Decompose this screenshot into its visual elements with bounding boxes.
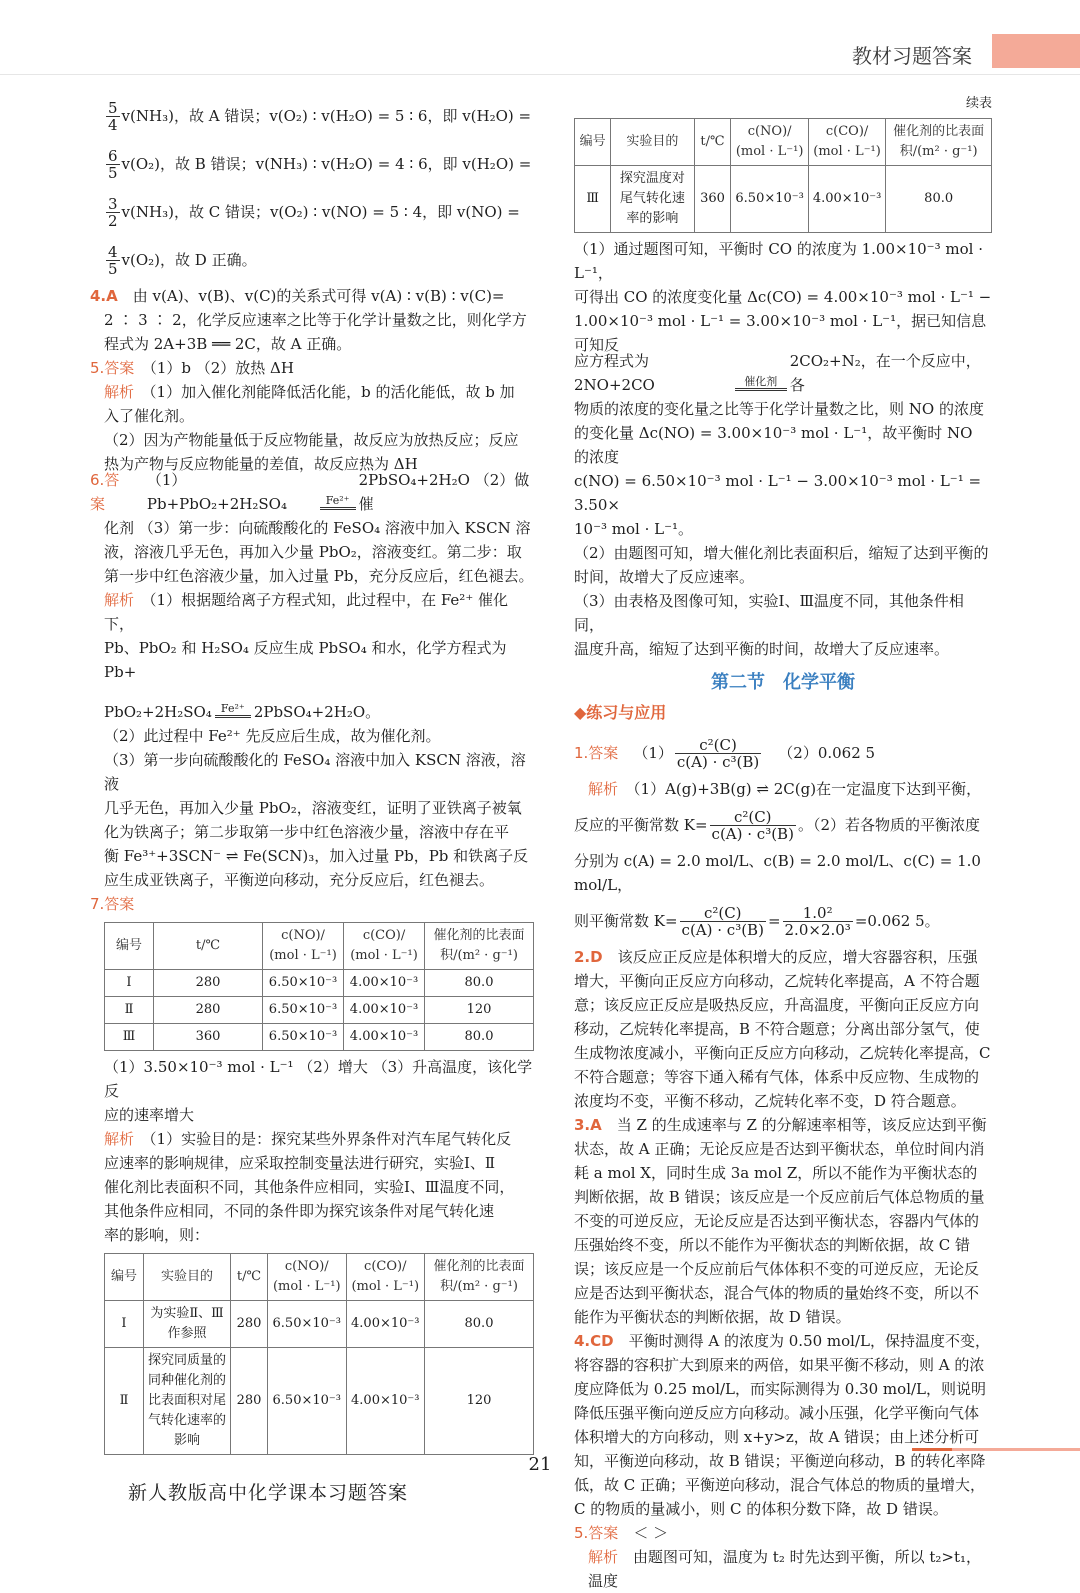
explain-label: 解析 xyxy=(588,780,619,798)
table-cell: 80.0 xyxy=(886,166,992,233)
table-header: c(CO)/ (mol · L⁻¹) xyxy=(346,1254,424,1301)
table-cell: 80.0 xyxy=(425,1301,534,1348)
q5-explain: 解析 （1）加入催化剂能降低活化能，b 的活化能低，故 b 加 xyxy=(104,383,515,401)
table-header-row xyxy=(575,119,992,166)
text-line: 衡 Fe³⁺+3SCN⁻ ⇌ Fe(SCN)₃，加入过量 Pb，Pb 和铁离子反 xyxy=(104,847,529,865)
table-header: 催化剂的比表面积/(m² · g⁻¹) xyxy=(425,923,534,970)
q3-number: 3.A xyxy=(574,1116,602,1134)
table-header: 实验目的 xyxy=(611,119,694,166)
text-line: 时间，故增大了反应速率。 xyxy=(574,568,755,586)
q5-answer: 5.答案 ＜ ＞ xyxy=(574,1524,669,1542)
q6-explain: 解析 （1）根据题给离子方程式知，此过程中，在 Fe²⁺ 催化下， xyxy=(104,591,509,633)
table-cell: Ⅰ xyxy=(105,1301,144,1348)
q4-answer: 4.CD 平衡时测得 A 的浓度为 0.50 mol/L，保持温度不变，将容器的容积扩大到原来的两倍，如果平衡不移动，则 A 的浓度应降低为 0.25 mol/L，而实际测得为 0.30 mol/L，则说明降低压强平衡向逆反应方向移动。减小压强，化学平衡向气体体积增大的方向移动，则 x+y>z，故 A 错误；由上述分析可知，平衡逆向移动，故 B 错误；平衡逆向移动，B 的转化率降低，故 C 正确；平衡逆向移动，混合气体总的物质的量增大，C 的物质的量减小，则 C 的体积分数下降，故 D 错误。 xyxy=(574,1332,990,1518)
text-line: $\frac{6}{5}$ v(O₂)，故 B 错误；v(NH₃) ∶ v(H₂O) = 4 ∶ 6，即 v(H₂O) = xyxy=(108,146,532,182)
text-line: （3）第一步向硫酸酸化的 FeSO₄ 溶液中加入 KSCN 溶液，溶液 xyxy=(104,751,526,793)
table-cell: 探究温度对尾气转化速率的影响 xyxy=(611,166,694,233)
table-header: 编号 xyxy=(105,1254,144,1301)
left-column xyxy=(90,92,534,1459)
q4-number: 4.A xyxy=(90,287,118,305)
table-row xyxy=(105,970,534,997)
q2-number: 2.D xyxy=(574,948,603,966)
q5-number: 5.答案 xyxy=(574,1524,619,1542)
fraction: $\frac{6}{5}$ xyxy=(108,146,118,182)
fraction: $\frac{\text{1.0²}}{\text{2.0×2.0³}}$ xyxy=(784,903,851,939)
table-header: c(NO)/ (mol · L⁻¹) xyxy=(731,119,808,166)
fraction: $\frac{\text{c²(C)}}{\text{c(A) · c³(B)}}$ xyxy=(711,807,794,843)
text-line: 热为产物与反应物能量的差值，故反应热为 ΔH xyxy=(104,455,418,473)
fraction: $\frac{\text{c²(C)}}{\text{c(A) · c³(B)}}$ xyxy=(681,903,764,939)
reaction-arrow: Fe²⁺ xyxy=(215,703,251,724)
fraction: $\frac{3}{2}$ xyxy=(108,194,118,230)
header-accent-tab xyxy=(992,34,1080,68)
table-cell: Ⅱ xyxy=(105,1348,144,1455)
section-title: 第二节 化学平衡 xyxy=(711,672,855,693)
experiment-table-3 xyxy=(574,118,992,233)
page-number: 21 xyxy=(528,1454,552,1475)
table-cell: 为实验Ⅱ、Ⅲ作参照 xyxy=(144,1301,231,1348)
text-line: $\frac{3}{2}$ v(NH₃)，故 C 错误；v(O₂) ∶ v(NO) = 5 ∶ 4，即 v(NO) = xyxy=(108,194,520,230)
text-line: 的变化量 Δc(NO) = 3.00×10⁻³ mol · L⁻¹，故平衡时 NO 的浓度 xyxy=(574,424,973,466)
table-cell: 4.00×10⁻³ xyxy=(346,1301,424,1348)
text-line: 2 ∶ 3 ∶ 2，化学反应速率之比等于化学计量数之比，则化学方 xyxy=(104,311,527,329)
reaction-arrow: Fe²⁺ xyxy=(320,495,356,516)
table-cell: 80.0 xyxy=(425,1024,534,1051)
header-title: 教材习题答案 xyxy=(852,44,972,68)
footer-accent xyxy=(952,1448,1080,1451)
q3-answer: 3.A 当 Z 的生成速率与 Z 的分解速率相等，该反应达到平衡状态，故 A 正确；无论反应是否达到平衡状态，单位时间内消耗 a mol X，同时生成 3a mol Z，所以不能作为平衡状态的判断依据，故 B 错误；该反应是一个反应前后气体总物质的量不变的可逆反应，无论反应是否达到平衡状态，容器内气体的压强始终不变，所以不能作为平衡状态的判断依据，故 C 错误；该反应是一个反应前后气体体积不变的可逆反应，无论反应是否达到平衡状态，混合气体的物质的量始终不变，所以不能作为平衡状态的判断依据，故 D 错误。 xyxy=(574,1116,987,1326)
table-cell: 4.00×10⁻³ xyxy=(808,166,885,233)
text-line: 反应的平衡常数 K= $\frac{\text{c²(C)}}{\text{c(A) · c³(B)}}$ 。（2）若各物质的平衡浓度 xyxy=(574,807,980,843)
text-line: （2）此过程中 Fe²⁺ 先反应后生成，故为催化剂。 xyxy=(104,727,441,745)
table-cell: Ⅰ xyxy=(105,970,154,997)
table-cell: Ⅲ xyxy=(105,1024,154,1051)
page-header xyxy=(0,30,1080,76)
text-line: Pb、PbO₂ 和 H₂SO₄ 反应生成 PbSO₄ 和水，化学方程式为 Pb+ xyxy=(104,639,507,681)
subsection-title: ◆练习与应用 xyxy=(574,703,667,722)
header-rule xyxy=(0,74,1080,75)
table-row xyxy=(105,1348,534,1455)
text-line: 10⁻³ mol · L⁻¹。 xyxy=(574,520,694,538)
q1-explain: 解析 （1）A(g)+3B(g) ⇌ 2C(g)在一定温度下达到平衡， xyxy=(588,780,982,798)
q7-answer xyxy=(90,892,534,916)
text-line: 程式为 2A+3B ══ 2C，故 A 正确。 xyxy=(104,335,352,353)
text-line: 催化剂比表面积不同，其他条件应相同，实验Ⅰ、Ⅲ温度不同， xyxy=(104,1178,515,1196)
explain-label: 解析 xyxy=(588,1548,619,1566)
text-line: $\frac{4}{5}$ v(O₂)，故 D 正确。 xyxy=(108,242,257,278)
explain-label: 解析 xyxy=(104,1130,135,1148)
text-line: （1）通过题图可知，平衡时 CO 的浓度为 1.00×10⁻³ mol · L⁻¹， xyxy=(574,240,983,282)
text-line: （2）由题图可知，增大催化剂比表面积后，缩短了达到平衡的 xyxy=(574,544,989,562)
text-line: 可得出 CO 的浓度变化量 Δc(CO) = 4.00×10⁻³ mol · L⁻¹ − xyxy=(574,288,992,306)
q1-answer: 1.答案 （1） $\frac{\text{c²(C)}}{\text{c(A) · c³(B)}}$ （2）0.062 5 xyxy=(574,735,876,771)
table-header-row xyxy=(105,1254,534,1301)
text-line: 液，溶液几乎无色，再加入少量 PbO₂，溶液变红。第二步：取 xyxy=(104,543,522,561)
text-line: 应的速率增大 xyxy=(104,1106,195,1124)
table-header: t/℃ xyxy=(154,923,263,970)
q2-answer: 2.D 该反应正反应是体积增大的反应，增大容器容积，压强增大，平衡向正反应方向移动，乙烷转化率提高，A 不符合题意；该反应正反应是吸热反应，升高温度，平衡向正反应方向移动，乙烷转化率提高，B 不符合题意；分离出部分氢气，使生成物浓度减小，平衡向正反应方向移动，乙烷转化率提高，C 不符合题意；等容下通入稀有气体，体系中反应物、生成物的浓度均不变，平衡不移动，乙烷转化率不变，D 符合题意。 xyxy=(574,948,991,1110)
table-cell: 4.00×10⁻³ xyxy=(344,1024,425,1051)
q7-number: 7.答案 xyxy=(90,895,135,913)
book-title: 新人教版高中化学课本习题答案 xyxy=(128,1482,409,1504)
text-line: 化为铁离子；第二步取第一步中红色溶液少量，溶液中存在平 xyxy=(104,823,510,841)
text-line: $\frac{5}{4}$ v(NH₃)，故 A 错误；v(O₂) ∶ v(H₂O) = 5 ∶ 6，即 v(H₂O) = xyxy=(108,98,532,134)
q5-answer: 5.答案 （1）b （2）放热 ΔH xyxy=(90,359,294,377)
equation-line: PbO₂+2H₂SO₄ Fe²⁺ 2PbSO₄+2H₂O。 xyxy=(104,684,534,724)
table-cell: 360 xyxy=(154,1024,263,1051)
text-line: 化剂 （3）第一步：向硫酸酸化的 FeSO₄ 溶液中加入 KSCN 溶 xyxy=(104,519,531,537)
equation-line: 应方程式为 2NO+2CO 催化剂 2CO₂+N₂，在一个反应中，各 xyxy=(574,357,992,397)
table-row xyxy=(105,997,534,1024)
table-header: c(CO)/ (mol · L⁻¹) xyxy=(808,119,885,166)
explain-label: 解析 xyxy=(104,591,135,609)
q6-number: 6.答案 xyxy=(90,471,120,513)
q7-explain: 解析 （1）实验目的是：探究某些外界条件对汽车尾气转化反 xyxy=(104,1130,512,1148)
table-row xyxy=(105,1024,534,1051)
q4-number: 4.CD xyxy=(574,1332,614,1350)
text-line: 则平衡常数 K= $\frac{\text{c²(C)}}{\text{c(A) · c³(B)}}$ = $\frac{\text{1.0²}}{\text{2.0×2.0³}}$ =0.062 5。 xyxy=(574,903,940,939)
table-cell: 6.50×10⁻³ xyxy=(268,1348,347,1455)
table-cell: 280 xyxy=(154,970,263,997)
table-header: t/℃ xyxy=(231,1254,268,1301)
q4-line: 4.A 由 v(A)、v(B)、v(C)的关系式可得 v(A) ∶ v(B) ∶ v(C)= xyxy=(90,287,505,305)
table-header: 编号 xyxy=(105,923,154,970)
table-row xyxy=(105,1301,534,1348)
q1-number: 1.答案 xyxy=(574,744,619,762)
text-line: 应速率的影响规律，应采取控制变量法进行研究，实验Ⅰ、Ⅱ xyxy=(104,1154,496,1172)
experiment-table-2 xyxy=(104,1253,534,1455)
table-header: c(NO)/ (mol · L⁻¹) xyxy=(268,1254,347,1301)
text-line: （3）由表格及图像可知，实验Ⅰ、Ⅲ温度不同，其他条件相同， xyxy=(574,592,964,634)
text-line: 其他条件应相同，不同的条件即为探究该条件对尾气转化速 xyxy=(104,1202,495,1220)
table-header-row xyxy=(105,923,534,970)
table-cell: 探究同质量的同种催化剂的比表面积对尾气转化速率的影响 xyxy=(144,1348,231,1455)
table-cell: 4.00×10⁻³ xyxy=(344,997,425,1024)
table-cell: 120 xyxy=(425,1348,534,1455)
text-line: 几乎无色，再加入少量 PbO₂，溶液变红，证明了亚铁离子被氧 xyxy=(104,799,522,817)
text-line: 分别为 c(A) = 2.0 mol/L、c(B) = 2.0 mol/L、c(C) = 1.0 mol/L， xyxy=(574,852,981,894)
table-cell: 6.50×10⁻³ xyxy=(263,1024,344,1051)
text-line: 温度升高，缩短了达到平衡的时间，故增大了反应速率。 xyxy=(574,640,950,658)
table-header: t/℃ xyxy=(694,119,731,166)
footer-accent xyxy=(912,1448,952,1451)
table-header: 实验目的 xyxy=(144,1254,231,1301)
table-cell: Ⅲ xyxy=(575,166,611,233)
explain-label: 解析 xyxy=(104,383,135,401)
text-line: c(NO) = 6.50×10⁻³ mol · L⁻¹ − 3.00×10⁻³ mol · L⁻¹ = 3.50× xyxy=(574,472,982,514)
table-cell: 4.00×10⁻³ xyxy=(344,970,425,997)
fraction: $\frac{4}{5}$ xyxy=(108,242,118,278)
table-cell: 280 xyxy=(154,997,263,1024)
table-header: c(CO)/ (mol · L⁻¹) xyxy=(344,923,425,970)
text-line: 第一步中红色溶液少量，加入过量 Pb，充分反应后，红色褪去。 xyxy=(104,567,534,585)
experiment-table-1 xyxy=(104,922,534,1051)
text-line: 应生成亚铁离子，平衡逆向移动，充分反应后，红色褪去。 xyxy=(104,871,495,889)
table-cell: 6.50×10⁻³ xyxy=(263,997,344,1024)
text-line: 率的影响，则： xyxy=(104,1226,210,1244)
table-cell: 360 xyxy=(694,166,731,233)
q6-answer: 6.答案 （1）Pb+PbO₂+2H₂SO₄ Fe²⁺ 2PbSO₄+2H₂O （2）做催 xyxy=(90,476,534,516)
table-header: 编号 xyxy=(575,119,611,166)
reaction-arrow: 催化剂 xyxy=(735,376,787,397)
text-line: 物质的浓度的变化量之比等于化学计量数之比，则 NO 的浓度 xyxy=(574,400,984,418)
table-header: 催化剂的比表面积/(m² · g⁻¹) xyxy=(425,1254,534,1301)
table-cell: Ⅱ xyxy=(105,997,154,1024)
text-line: 1.00×10⁻³ mol · L⁻¹ = 3.00×10⁻³ mol · L⁻¹，据已知信息可知反 xyxy=(574,312,987,354)
table-cell: 280 xyxy=(231,1301,268,1348)
table-cell: 80.0 xyxy=(425,970,534,997)
table-cell: 6.50×10⁻³ xyxy=(268,1301,347,1348)
text-line: （1）3.50×10⁻³ mol · L⁻¹ （2）增大 （3）升高温度，该化学反 xyxy=(104,1058,533,1100)
table-cell: 280 xyxy=(231,1348,268,1455)
table-cell: 6.50×10⁻³ xyxy=(731,166,808,233)
table-header: 催化剂的比表面积/(m² · g⁻¹) xyxy=(886,119,992,166)
table-row xyxy=(575,166,992,233)
fraction: $\frac{5}{4}$ xyxy=(108,98,118,134)
table-header: c(NO)/ (mol · L⁻¹) xyxy=(263,923,344,970)
table-cell: 6.50×10⁻³ xyxy=(263,970,344,997)
fraction: $\frac{\text{c²(C)}}{\text{c(A) · c³(B)}}$ xyxy=(676,735,760,771)
continued-label: 续表 xyxy=(965,96,992,111)
table-cell: 120 xyxy=(425,997,534,1024)
text-line: （2）因为产物能量低于反应物能量，故反应为放热反应；反应 xyxy=(104,431,519,449)
text-line: 入了催化剂。 xyxy=(104,407,195,425)
q5-explain: 解析 由题图可知，温度为 t₂ 时先达到平衡，所以 t₂>t₁，温度 xyxy=(588,1548,982,1590)
table-cell: 4.00×10⁻³ xyxy=(346,1348,424,1455)
right-column xyxy=(574,92,992,1593)
q5-number: 5.答案 xyxy=(90,359,135,377)
